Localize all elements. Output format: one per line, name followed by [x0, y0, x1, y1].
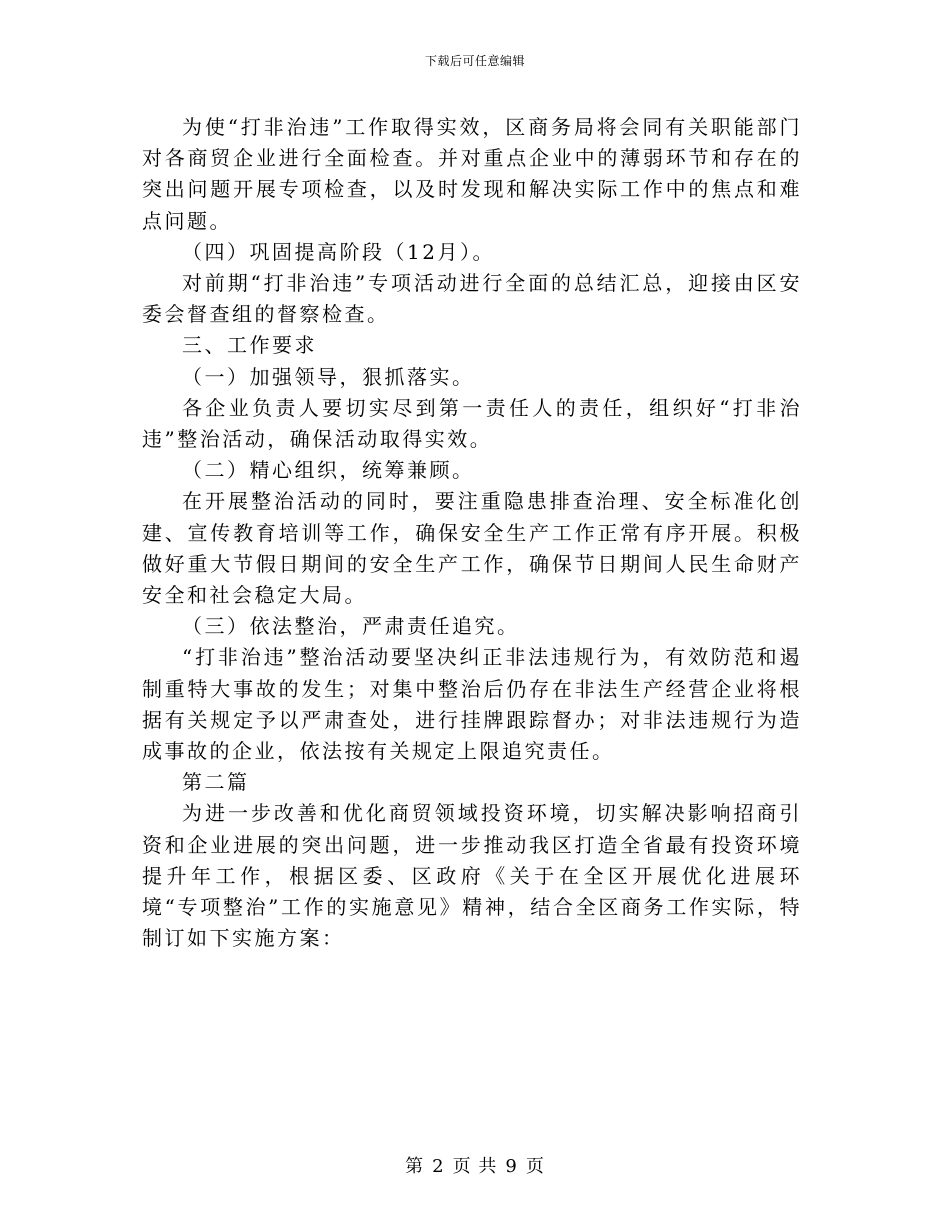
footer-prefix: 第 [405, 1156, 425, 1177]
footer-suffix: 页 [525, 1156, 545, 1177]
page-number-footer [0, 1152, 950, 1178]
section-heading: 第二篇 [182, 770, 250, 795]
section-heading: （三）依法整治，严肃责任追究。 [182, 614, 520, 639]
footer-middle: 页 共 [452, 1156, 498, 1177]
paragraph: 为进一步改善和优化商贸领域投资环境，切实解决影响招商引资和企业进展的突出问题，进一步推动我区打造全省最有投资环境提升年工作，根据区委、区政府《关于在全区开展优化进展环境“专项整治”工作的实施意见》精神，结合全区商务工作实际，特制订如下实施方案： [142, 801, 802, 951]
page-header-note: 下载后可任意编辑 [424, 54, 525, 68]
paragraph: 对前期“打非治违”专项活动进行全面的总结汇总，迎接由区安委会督查组的督察检查。 [142, 271, 802, 327]
paragraph: 各企业负责人要切实尽到第一责任人的责任，组织好“打非治违”整治活动，确保活动取得实效。 [142, 395, 802, 452]
paragraph: 在开展整治活动的同时，要注重隐患排查治理、安全标准化创建、宣传教育培训等工作，确保安全生产工作正常有序开展。积极做好重大节假日期间的安全生产工作，确保节日期间人民生命财产安全和社会稳定大局。 [142, 489, 802, 608]
section-heading: （一）加强领导，狠抓落实。 [182, 364, 475, 389]
current-page-number: 2 [432, 1156, 445, 1177]
document-body [142, 112, 802, 954]
paragraph: 为使“打非治违”工作取得实效，区商务局将会同有关职能部门对各商贸企业进行全面检查。并对重点企业中的薄弱环节和存在的突出问题开展专项检查，以及时发现和解决实际工作中的焦点和难点问题。 [142, 115, 802, 233]
section-heading: （四）巩固提高阶段（12月）。 [182, 239, 495, 264]
section-heading: 三、工作要求 [182, 333, 317, 358]
paragraph: “打非治违”整治活动要坚决纠正非法违规行为，有效防范和遏制重特大事故的发生；对集中整治后仍存在非法生产经营企业将根据有关规定予以严肃查处，进行挂牌跟踪督办；对非法违规行为造成事故的企业，依法按有关规定上限追究责任。 [142, 645, 802, 764]
total-page-count: 9 [505, 1156, 518, 1177]
section-heading: （二）精心组织，统筹兼顾。 [182, 458, 475, 483]
